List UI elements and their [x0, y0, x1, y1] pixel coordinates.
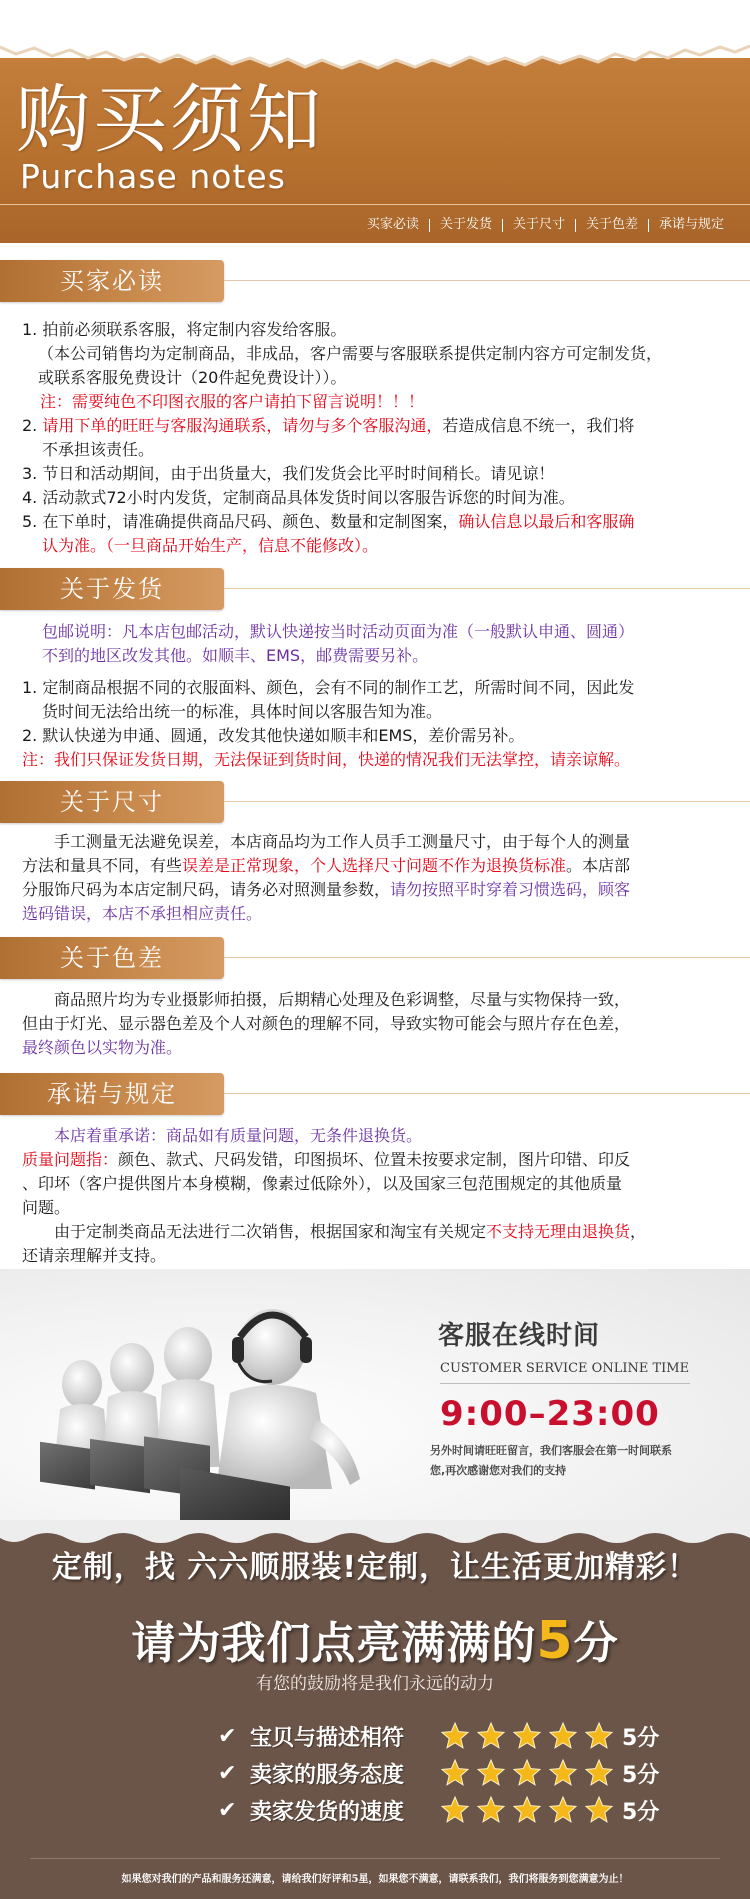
- page-title: 购买须知: [16, 77, 324, 163]
- rating-subtitle: 有您的鼓励将是我们永远的动力: [256, 1674, 494, 1694]
- size-para-line-3: 分服饰尺码为本店定制尺码，请务必对照测量参数，请勿按照平时穿着习惯选码，顾客: [22, 880, 631, 899]
- service-title: 客服在线时间: [438, 1321, 601, 1351]
- section-nav: [357, 214, 734, 236]
- page-subtitle: Purchase notes: [20, 157, 286, 196]
- section-title-buyer: 买家必读: [0, 260, 224, 302]
- promise-quality-line-3: 问题。: [22, 1198, 71, 1217]
- promise-quality-line-1: 质量问题指：颜色、款式、尺码发错，印图损坏、位置未按要求定制，图片印错、印反: [22, 1150, 631, 1169]
- shipping-item-1: 1. 定制商品根据不同的衣服面料、颜色，会有不同的制作工艺，所需时间不同，因此发: [22, 678, 635, 697]
- star-icon: [584, 1721, 614, 1751]
- nav-link-buyer[interactable]: 买家必读: [366, 217, 419, 232]
- section-divider: [224, 588, 750, 589]
- nav-link-shipping[interactable]: 关于发货: [439, 217, 492, 232]
- star-icon: [584, 1758, 614, 1788]
- check-icon: ✔: [218, 1760, 237, 1786]
- shipping-note: 注：我们只保证发货日期，无法保证到货时间，快递的情况我们无法掌控，请亲谅解。: [22, 750, 631, 769]
- rating-headline: 请为我们点亮满满的5分: [131, 1611, 619, 1671]
- star-rating: [440, 1721, 616, 1751]
- section-title-shipping: 关于发货: [0, 568, 224, 610]
- buyer-item-1-note: 注：需要纯色不印图衣服的客户请拍下留言说明！！！: [40, 392, 425, 411]
- rating-row-description: ✔ 宝贝与描述相符 5分: [218, 1718, 659, 1754]
- color-para-line-2: 但由于灯光、显示器色差及个人对颜色的理解不同，导致实物可能会与照片存在色差，: [22, 1014, 631, 1033]
- star-icon: [548, 1758, 578, 1788]
- check-icon: ✔: [218, 1797, 237, 1823]
- nav-link-color[interactable]: 关于色差: [585, 217, 638, 232]
- service-divider: [440, 1383, 690, 1384]
- shipping-item-1-cont: 货时间无法给出统一的标准，具体时间以客服告知为准。: [42, 702, 443, 721]
- star-icon: [440, 1758, 470, 1788]
- footer-divider: [30, 1858, 720, 1859]
- color-para-line-1: 商品照片均为专业摄影师拍摄，后期精心处理及色彩调整，尽量与实物保持一致，: [54, 990, 631, 1009]
- star-icon: [512, 1721, 542, 1751]
- nav-link-size[interactable]: 关于尺寸: [512, 217, 565, 232]
- star-icon: [476, 1795, 506, 1825]
- star-icon: [512, 1758, 542, 1788]
- star-icon: [440, 1795, 470, 1825]
- section-divider: [224, 1093, 750, 1094]
- footer-note: 如果您对我们的产品和服务还满意，请给我们好评和5星，如果您不满意，请联系我们，我们将服务到您满意为止！: [121, 1874, 629, 1885]
- service-hours: 9:00–23:00: [440, 1394, 660, 1434]
- shipping-free-note-cont: 不到的地区改发其他。如顺丰、EMS，邮费需要另补。: [42, 646, 429, 665]
- star-icon: [476, 1758, 506, 1788]
- rating-row-shipping: ✔ 卖家发货的速度 5分: [218, 1792, 659, 1828]
- rating-row-service: ✔ 卖家的服务态度 5分: [218, 1755, 659, 1791]
- buyer-item-3: 3. 节日和活动期间，由于出货量大，我们发货会比平时时间稍长。请见谅！: [22, 464, 555, 483]
- section-title-size: 关于尺寸: [0, 781, 224, 823]
- customer-service-banner: [0, 1269, 750, 1541]
- section-title-color: 关于色差: [0, 937, 224, 979]
- nav-divider: [0, 204, 750, 205]
- section-divider: [224, 801, 750, 802]
- color-para-line-3: 最终颜色以实物为准。: [22, 1038, 183, 1057]
- size-para-line-1: 手工测量无法避免误差，本店商品均为工作人员手工测量尺寸，由于每个人的测量: [54, 832, 631, 851]
- buyer-item-5: 5. 在下单时，请准确提供商品尺码、颜色、数量和定制图案，确认信息以最后和客服确: [22, 512, 635, 531]
- nav-link-promise[interactable]: 承诺与规定: [658, 217, 724, 232]
- buyer-item-1-detail: （本公司销售均为定制商品，非成品，客户需要与客服联系提供定制内容方可定制发货，: [38, 344, 663, 363]
- buyer-item-1: 1. 拍前必须联系客服，将定制内容发给客服。: [22, 320, 347, 339]
- brand-slogan: 定制，找 六六顺服装!定制，让生活更加精彩！: [51, 1550, 699, 1585]
- service-title-en: CUSTOMER SERVICE ONLINE TIME: [440, 1361, 690, 1376]
- promise-return-line-1: 由于定制类商品无法进行二次销售，根据国家和淘宝有关规定不支持无理由退换货，: [54, 1222, 647, 1241]
- size-para-line-2: 方法和量具不同，有些误差是正常现象，个人选择尺寸问题不作为退换货标准。本店部: [22, 856, 631, 875]
- buyer-item-5-cont: 认为准。（一旦商品开始生产，信息不能修改）。: [42, 536, 379, 555]
- star-icon: [476, 1721, 506, 1751]
- promise-return-line-2: 还请亲理解并支持。: [22, 1246, 167, 1265]
- star-icon: [548, 1795, 578, 1825]
- shipping-item-2: 2. 默认快递为申通、圆通，改发其他快递如顺丰和EMS，差价需另补。: [22, 726, 525, 745]
- headset-figure-icon: [20, 1289, 420, 1539]
- buyer-item-2-cont: 不承担该责任。: [42, 440, 155, 459]
- section-title-promise: 承诺与规定: [0, 1073, 224, 1115]
- star-rating: [440, 1795, 616, 1825]
- size-para-line-4: 选码错误，本店不承担相应责任。: [22, 904, 263, 923]
- service-note: 另外时间请旺旺留言，我们客服会在第一时间联系 您,再次感谢您对我们的支持: [430, 1444, 672, 1477]
- section-divider: [224, 280, 750, 281]
- shipping-free-note: 包邮说明：凡本店包邮活动，默认快递按当时活动页面为准（一般默认申通、圆通）: [42, 622, 635, 641]
- buyer-item-4: 4. 活动款式72小时内发货，定制商品具体发货时间以客服告诉您的时间为准。: [22, 488, 575, 507]
- star-icon: [512, 1795, 542, 1825]
- buyer-item-2: 2. 请用下单的旺旺与客服沟通联系，请勿与多个客服沟通，若造成信息不统一，我们将: [22, 416, 635, 435]
- star-icon: [584, 1795, 614, 1825]
- star-icon: [440, 1721, 470, 1751]
- page-header: [0, 0, 750, 243]
- star-icon: [548, 1721, 578, 1751]
- buyer-item-1-detail-2: 或联系客服免费设计（20件起免费设计））。: [38, 368, 347, 387]
- section-divider: [224, 957, 750, 958]
- promise-commitment: 本店着重承诺：商品如有质量问题，无条件退换货。: [54, 1126, 423, 1145]
- check-icon: ✔: [218, 1723, 237, 1749]
- star-rating: [440, 1758, 616, 1788]
- promise-quality-line-2: 、印坏（客户提供图片本身模糊，像素过低除外），以及国家三包范围规定的其他质量: [22, 1174, 623, 1193]
